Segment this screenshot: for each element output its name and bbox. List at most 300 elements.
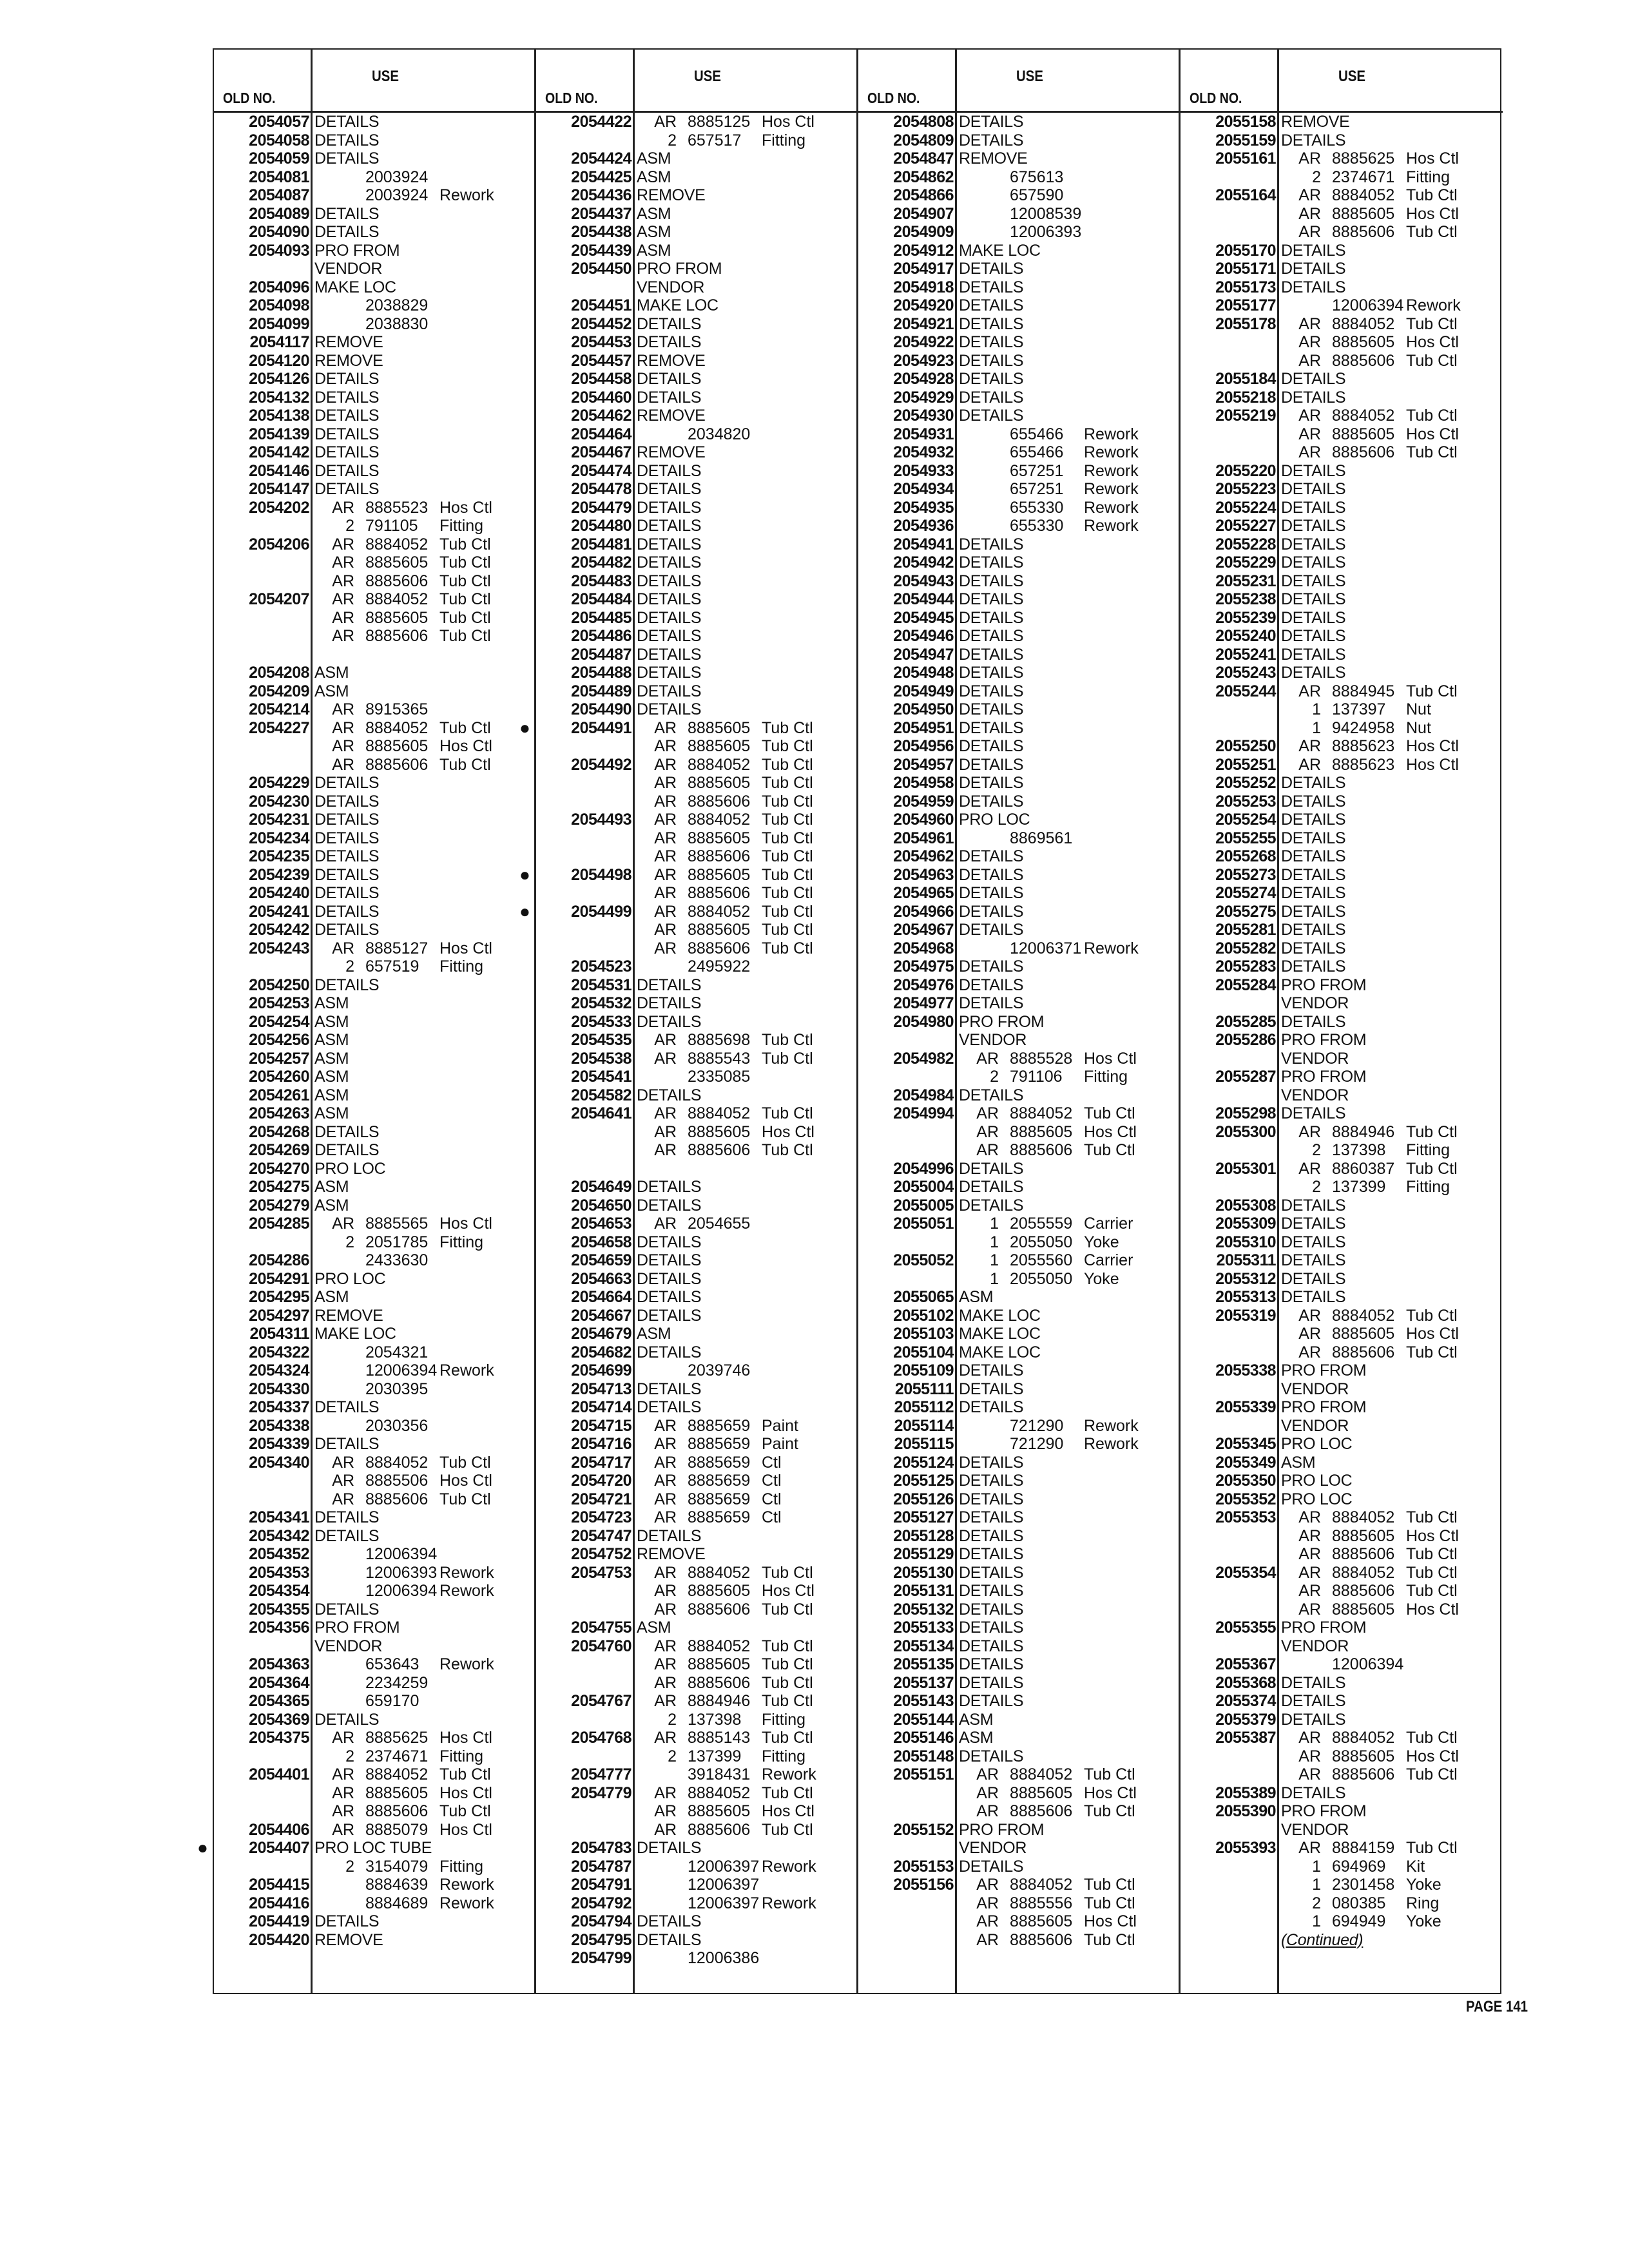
use-description: DETAILS xyxy=(959,1508,1024,1526)
old-part-number: 2055170 xyxy=(1215,241,1276,260)
use-description: DETAILS xyxy=(959,627,1024,645)
use-description: ASM xyxy=(314,1068,349,1086)
table-row xyxy=(214,315,534,334)
old-no-label: OLD NO. xyxy=(545,90,598,106)
new-part-number: 8885605 xyxy=(1332,1747,1395,1765)
quantity: AR xyxy=(654,811,677,829)
old-part-number: 2054268 xyxy=(249,1122,309,1141)
part-note: Hos Ctl xyxy=(1406,737,1459,755)
old-part-number: 2055345 xyxy=(1215,1435,1276,1453)
new-part-number: 2055050 xyxy=(1010,1233,1073,1251)
table-row xyxy=(536,535,856,554)
part-note: Rework xyxy=(1084,443,1139,461)
table-row xyxy=(536,1784,856,1803)
new-part-number: 655466 xyxy=(1010,425,1064,443)
use-description: DETAILS xyxy=(637,1839,702,1857)
use-description: PRO LOC TUBE xyxy=(314,1839,432,1857)
table-row xyxy=(1181,1729,1503,1747)
table-row xyxy=(536,774,856,793)
quantity: AR xyxy=(332,572,354,590)
table-row xyxy=(214,370,534,389)
use-description: DETAILS xyxy=(1281,829,1346,847)
old-part-number: 2054944 xyxy=(893,590,954,608)
old-part-number: 2055135 xyxy=(893,1655,954,1673)
use-description: MAKE LOC xyxy=(959,1306,1041,1325)
table-row xyxy=(1181,223,1503,242)
new-part-number: 8885606 xyxy=(688,1820,751,1839)
new-part-number: 8884052 xyxy=(688,1783,751,1802)
old-part-number: 2054132 xyxy=(249,388,309,407)
quantity: AR xyxy=(654,884,677,902)
part-note: Tub Ctl xyxy=(1084,1104,1135,1122)
table-row xyxy=(536,664,856,682)
old-part-number: 2055184 xyxy=(1215,370,1276,388)
table-row xyxy=(1181,774,1503,793)
old-part-number: 2054967 xyxy=(893,921,954,939)
table-row xyxy=(858,1655,1179,1674)
part-note: Hos Ctl xyxy=(1406,1600,1459,1619)
part-note: Carrier xyxy=(1084,1251,1133,1269)
part-note: Fitting xyxy=(1406,168,1451,186)
table-row xyxy=(858,1270,1179,1289)
part-note: Tub Ctl xyxy=(1406,1343,1458,1361)
use-description: MAKE LOC xyxy=(959,1343,1041,1361)
old-part-number: 2054090 xyxy=(249,223,309,241)
quantity: 2 xyxy=(345,957,354,975)
table-row xyxy=(1181,462,1503,481)
table-row xyxy=(519,717,856,738)
part-note: Fitting xyxy=(439,1747,484,1765)
quantity: AR xyxy=(332,1729,354,1747)
table-row xyxy=(1181,1031,1503,1050)
use-description: PRO LOC xyxy=(314,1159,386,1178)
old-part-number: 2054962 xyxy=(893,847,954,865)
table-row xyxy=(1181,939,1503,958)
table-row xyxy=(536,370,856,389)
table-row xyxy=(214,1472,534,1490)
part-note: Rework xyxy=(1084,1416,1139,1435)
use-description: VENDOR xyxy=(959,1031,1027,1049)
use-description: DETAILS xyxy=(1281,902,1346,921)
old-part-number: 2055367 xyxy=(1215,1655,1276,1673)
part-note: Rework xyxy=(1084,517,1139,535)
quantity: AR xyxy=(1298,1600,1321,1619)
use-description: DETAILS xyxy=(637,1379,702,1398)
old-no-label: OLD NO. xyxy=(1190,90,1242,106)
table-row xyxy=(214,1711,534,1729)
table-row xyxy=(536,499,856,517)
old-part-number: 2055284 xyxy=(1215,975,1276,994)
old-part-number: 2054929 xyxy=(893,388,954,407)
old-part-number: 2054912 xyxy=(893,241,954,260)
old-part-number: 2054994 xyxy=(893,1104,954,1122)
quantity: AR xyxy=(654,1600,677,1619)
use-description: DETAILS xyxy=(637,1912,702,1930)
table-row xyxy=(1181,1527,1503,1546)
old-part-number: 2055350 xyxy=(1215,1472,1276,1490)
use-description: DETAILS xyxy=(637,1269,702,1288)
table-row xyxy=(214,1655,534,1674)
quantity: AR xyxy=(332,718,354,737)
new-part-number: 8885605 xyxy=(1010,1912,1073,1930)
quantity: AR xyxy=(654,792,677,811)
table-row xyxy=(858,1784,1179,1803)
new-part-number: 8885605 xyxy=(1010,1122,1073,1141)
table-row xyxy=(214,1031,534,1050)
table-row xyxy=(858,627,1179,646)
new-part-number: 12006393 xyxy=(1010,223,1082,241)
old-part-number: 2054791 xyxy=(571,1876,631,1894)
quantity: AR xyxy=(654,1453,677,1472)
quantity: AR xyxy=(654,1490,677,1508)
quantity: AR xyxy=(1298,186,1321,204)
new-part-number: 8885528 xyxy=(1010,1049,1073,1068)
table-row xyxy=(1181,535,1503,554)
table-row xyxy=(536,1545,856,1564)
new-part-number: 8885605 xyxy=(688,1802,751,1820)
table-row xyxy=(214,646,534,664)
use-description: REMOVE xyxy=(959,149,1028,168)
table-row xyxy=(858,113,1179,131)
old-part-number: 2055387 xyxy=(1215,1729,1276,1747)
column-header xyxy=(858,50,1179,113)
table-row xyxy=(214,1123,534,1142)
use-description: REMOVE xyxy=(314,1306,383,1325)
table-row xyxy=(536,884,856,903)
table-row xyxy=(536,462,856,481)
part-note: Hos Ctl xyxy=(439,1472,492,1490)
old-part-number: 2054462 xyxy=(571,407,631,425)
table-row xyxy=(214,1380,534,1399)
old-part-number: 2054057 xyxy=(249,113,309,131)
part-note: Tub Ctl xyxy=(1084,1930,1135,1949)
old-part-number: 2054229 xyxy=(249,774,309,792)
part-note: Ctl xyxy=(762,1453,782,1472)
new-part-number: 2003924 xyxy=(365,186,429,204)
table-row xyxy=(858,462,1179,481)
table-row xyxy=(858,1454,1179,1472)
table-row xyxy=(1181,1545,1503,1564)
table-row xyxy=(1181,1765,1503,1784)
old-part-number: 2054760 xyxy=(571,1637,631,1655)
use-description: DETAILS xyxy=(1281,278,1346,296)
quantity: AR xyxy=(976,1894,999,1912)
table-row xyxy=(1181,976,1503,995)
table-row xyxy=(858,884,1179,903)
table-row xyxy=(536,994,856,1013)
quantity: AR xyxy=(654,755,677,774)
new-part-number: 080385 xyxy=(1332,1894,1386,1912)
old-part-number: 2055218 xyxy=(1215,388,1276,407)
new-part-number: 2030356 xyxy=(365,1416,429,1435)
quantity: AR xyxy=(1298,1747,1321,1765)
table-row xyxy=(214,1251,534,1270)
old-part-number: 2055339 xyxy=(1215,1398,1276,1416)
table-row xyxy=(536,1454,856,1472)
use-description: DETAILS xyxy=(959,902,1024,921)
part-note: Nut xyxy=(1406,700,1431,718)
old-part-number: 2054667 xyxy=(571,1306,631,1325)
quantity: 1 xyxy=(1312,1857,1321,1876)
old-part-number: 2055223 xyxy=(1215,480,1276,498)
part-note: Tub Ctl xyxy=(1406,186,1458,204)
table-row xyxy=(214,866,534,885)
table-row xyxy=(858,939,1179,958)
old-part-number: 2055283 xyxy=(1215,957,1276,975)
old-part-number: 2054792 xyxy=(571,1894,631,1912)
new-part-number: 8885605 xyxy=(688,829,751,847)
use-description: DETAILS xyxy=(959,388,1024,407)
new-part-number: 8885605 xyxy=(688,921,751,939)
use-description: DETAILS xyxy=(314,461,380,480)
use-description: DETAILS xyxy=(637,333,702,351)
use-description: DETAILS xyxy=(637,1012,702,1031)
part-note: Tub Ctl xyxy=(439,535,491,553)
old-part-number: 2054291 xyxy=(249,1269,309,1288)
table-row xyxy=(1181,793,1503,811)
new-part-number: 8885605 xyxy=(1332,1600,1395,1619)
old-part-number: 2054295 xyxy=(249,1288,309,1306)
old-part-number: 2054489 xyxy=(571,682,631,700)
quantity: AR xyxy=(332,1215,354,1233)
use-description: PRO FROM xyxy=(959,1012,1045,1031)
table-row xyxy=(858,1582,1179,1600)
old-part-number: 2054961 xyxy=(893,829,954,847)
table-row xyxy=(1181,1398,1503,1417)
table-row xyxy=(1181,1876,1503,1894)
table-row xyxy=(1181,719,1503,738)
table-row xyxy=(1181,1711,1503,1729)
table-row xyxy=(858,1141,1179,1160)
table-row xyxy=(214,1490,534,1509)
old-part-number: 2054458 xyxy=(571,370,631,388)
old-part-number: 2055220 xyxy=(1215,461,1276,480)
use-description: MAKE LOC xyxy=(959,1325,1041,1343)
part-note: Tub Ctl xyxy=(439,718,491,737)
old-part-number: 2054208 xyxy=(249,664,309,682)
table-row xyxy=(536,1215,856,1233)
old-part-number: 2054467 xyxy=(571,443,631,461)
old-part-number: 2054260 xyxy=(249,1068,309,1086)
new-part-number: 657519 xyxy=(365,957,419,975)
use-description: ASM xyxy=(314,1104,349,1122)
use-description: ASM xyxy=(314,1012,349,1031)
old-part-number: 2054375 xyxy=(249,1729,309,1747)
old-part-number: 2054996 xyxy=(893,1159,954,1178)
quantity: AR xyxy=(654,921,677,939)
table-row xyxy=(214,1050,534,1068)
table-row xyxy=(858,205,1179,224)
table-row xyxy=(214,535,534,554)
old-part-number: 2054957 xyxy=(893,755,954,774)
old-part-number: 2055251 xyxy=(1215,755,1276,774)
table-row xyxy=(1181,1013,1503,1032)
part-note: Tub Ctl xyxy=(439,755,491,774)
table-row xyxy=(536,1729,856,1747)
new-part-number: 8884052 xyxy=(365,718,429,737)
old-part-number: 2055231 xyxy=(1215,572,1276,590)
table-row xyxy=(858,1931,1179,1950)
use-description: DETAILS xyxy=(637,1526,702,1545)
table-row xyxy=(536,131,856,150)
new-part-number: 8885606 xyxy=(688,1141,751,1159)
table-row xyxy=(536,1821,856,1840)
quantity: AR xyxy=(976,1104,999,1122)
use-description: ASM xyxy=(314,994,349,1012)
use-description: ASM xyxy=(314,1178,349,1196)
old-part-number: 2054230 xyxy=(249,792,309,811)
old-part-number: 2054275 xyxy=(249,1178,309,1196)
quantity: AR xyxy=(332,755,354,774)
table-row xyxy=(536,1674,856,1693)
new-part-number: 8885605 xyxy=(1332,425,1395,443)
old-part-number: 2054239 xyxy=(249,865,309,884)
table-row xyxy=(1181,1692,1503,1711)
old-part-number: 2054214 xyxy=(249,700,309,718)
part-note: Tub Ctl xyxy=(1406,1508,1458,1526)
old-part-number: 2055115 xyxy=(894,1435,954,1453)
table-row xyxy=(214,1545,534,1564)
new-part-number: 675613 xyxy=(1010,168,1064,186)
table-row xyxy=(536,315,856,334)
old-part-number: 2054794 xyxy=(571,1912,631,1930)
column-header xyxy=(536,50,856,113)
old-part-number: 2054425 xyxy=(571,168,631,186)
table-row xyxy=(1181,572,1503,591)
table-row xyxy=(536,186,856,205)
old-part-number: 2054324 xyxy=(249,1361,309,1379)
quantity: AR xyxy=(654,1215,677,1233)
part-note: Tub Ctl xyxy=(1406,1582,1458,1600)
table-row xyxy=(536,223,856,242)
part-note: Rework xyxy=(1084,461,1139,480)
quantity: AR xyxy=(332,1783,354,1802)
quantity: AR xyxy=(1298,1765,1321,1783)
new-part-number: 8885606 xyxy=(365,1490,429,1508)
table-row xyxy=(536,1196,856,1215)
old-part-number: 2055273 xyxy=(1215,865,1276,884)
old-part-number: 2055114 xyxy=(894,1416,954,1435)
old-part-number: 2055134 xyxy=(893,1637,954,1655)
quantity: 1 xyxy=(1312,700,1321,718)
use-description: DETAILS xyxy=(637,994,702,1012)
table-row xyxy=(1181,1582,1503,1600)
table-row xyxy=(1181,1894,1503,1913)
old-part-number: 2055125 xyxy=(893,1472,954,1490)
table-row xyxy=(858,1417,1179,1436)
quantity: AR xyxy=(654,939,677,957)
old-no-header xyxy=(858,50,957,111)
quantity: AR xyxy=(976,1930,999,1949)
table-row xyxy=(214,1196,534,1215)
old-part-number: 2055238 xyxy=(1215,590,1276,608)
table-row xyxy=(214,1343,534,1362)
table-row xyxy=(1181,1215,1503,1233)
table-row xyxy=(536,1031,856,1050)
table-row xyxy=(858,1839,1179,1858)
use-description: DETAILS xyxy=(959,921,1024,939)
part-note: Tub Ctl xyxy=(762,1104,813,1122)
old-part-number: 2054682 xyxy=(571,1343,631,1361)
old-part-number: 2054297 xyxy=(249,1306,309,1325)
use-description: DETAILS xyxy=(959,1178,1024,1196)
table-row xyxy=(1181,903,1503,921)
row-list xyxy=(858,113,1179,1949)
quantity: AR xyxy=(1298,755,1321,774)
old-part-number: 2054419 xyxy=(249,1912,309,1930)
old-part-number: 2055353 xyxy=(1215,1508,1276,1526)
new-part-number: 2374671 xyxy=(1332,168,1395,186)
old-part-number: 2054982 xyxy=(893,1049,954,1068)
new-part-number: 655330 xyxy=(1010,498,1064,517)
old-part-number: 2054093 xyxy=(249,241,309,260)
row-list xyxy=(197,113,534,1949)
table-row xyxy=(536,1692,856,1711)
table-row xyxy=(1181,1637,1503,1656)
use-description: DETAILS xyxy=(314,223,380,241)
table-row xyxy=(536,149,856,168)
old-part-number: 2055004 xyxy=(893,1178,954,1196)
part-note: Tub Ctl xyxy=(1084,1894,1135,1912)
page-number: PAGE 141 xyxy=(1466,1998,1528,2015)
new-part-number: 8885605 xyxy=(365,737,429,755)
part-note: Fitting xyxy=(762,131,806,149)
old-part-number: 2054959 xyxy=(893,792,954,811)
old-part-number: 2054363 xyxy=(249,1655,309,1673)
quantity: 2 xyxy=(345,517,354,535)
table-row xyxy=(1181,700,1503,719)
table-row xyxy=(1181,389,1503,407)
use-description: PRO FROM xyxy=(1281,1802,1367,1820)
table-row xyxy=(1181,957,1503,976)
table-row xyxy=(536,1711,856,1729)
use-description: DETAILS xyxy=(637,1343,702,1361)
old-part-number: 2055156 xyxy=(893,1876,954,1894)
quantity: AR xyxy=(654,1104,677,1122)
old-part-number: 2055349 xyxy=(1215,1453,1276,1472)
part-note: Tub Ctl xyxy=(439,1490,491,1508)
part-note: Rework xyxy=(439,1876,494,1894)
table-row xyxy=(858,1233,1179,1252)
table-row xyxy=(858,719,1179,738)
quantity: AR xyxy=(654,1563,677,1582)
part-note: Tub Ctl xyxy=(439,590,491,608)
table-row xyxy=(858,682,1179,701)
use-description: DETAILS xyxy=(314,902,380,921)
table-row xyxy=(1181,296,1503,315)
use-description: PRO LOC xyxy=(1281,1472,1353,1490)
new-part-number: 8885125 xyxy=(688,113,751,131)
table-row xyxy=(536,609,856,628)
use-description: DETAILS xyxy=(959,1545,1024,1563)
old-part-number: 2055178 xyxy=(1215,314,1276,333)
old-part-number: 2054337 xyxy=(249,1398,309,1416)
old-part-number: 2054484 xyxy=(571,590,631,608)
new-part-number: 8885605 xyxy=(365,608,429,627)
old-part-number: 2054138 xyxy=(249,407,309,425)
use-description: DETAILS xyxy=(314,1508,380,1526)
table-row xyxy=(1181,242,1503,260)
table-row xyxy=(1181,1288,1503,1307)
quantity: AR xyxy=(1298,1563,1321,1582)
column-header xyxy=(214,50,534,113)
use-description: DETAILS xyxy=(959,1582,1024,1600)
table-row xyxy=(858,1729,1179,1747)
part-note: Tub Ctl xyxy=(762,1655,813,1673)
old-part-number: 2054960 xyxy=(893,811,954,829)
part-note: Hos Ctl xyxy=(1406,333,1459,351)
quantity: 2 xyxy=(668,131,677,149)
